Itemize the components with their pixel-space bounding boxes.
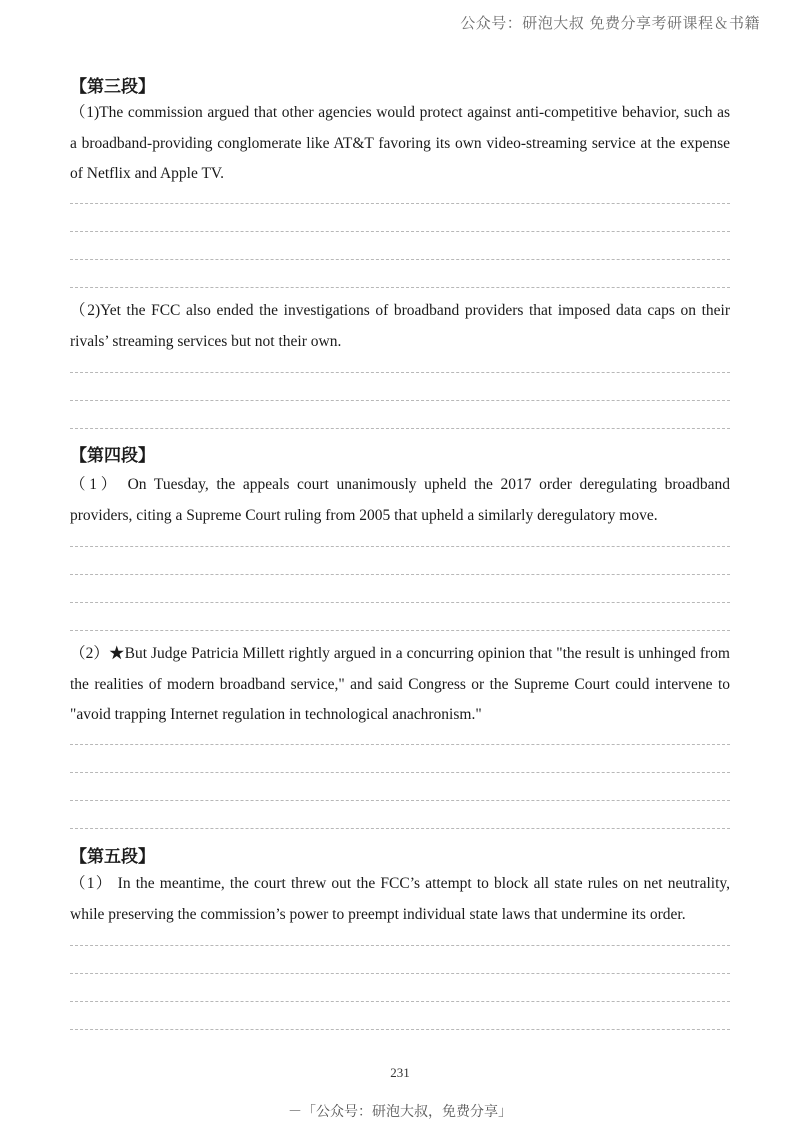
answer-line (70, 428, 730, 429)
section-heading-3: 【第三段】 (70, 77, 155, 97)
answer-line (70, 372, 730, 373)
page-number: 231 (390, 1065, 410, 1080)
paragraph-4-2: （2）★But Judge Patricia Millett rightly argued in a concurring opinion that "the result is unhinged from the realities of modern broadband service," and said Congress or the Supreme Court could intervene to "avoid trapping Internet regulation in technological anachronism." (70, 645, 730, 723)
answer-line (70, 772, 730, 773)
answer-line (70, 744, 730, 745)
answer-line (70, 602, 730, 603)
answer-line (70, 945, 730, 946)
answer-line (70, 1001, 730, 1002)
answer-line (70, 400, 730, 401)
paragraph-3-1: （1)The commission argued that other agencies would protect against anti-competitive behavior, such as a broadband-providing conglomerate like AT&T favoring its own video-streaming service at the expense of Netflix and Apple TV. (70, 104, 730, 182)
answer-line (70, 574, 730, 575)
header-watermark-note: 公众号：研泡大叔 免费分享考研课程＆书籍 (460, 14, 760, 32)
answer-line (70, 973, 730, 974)
answer-line (70, 1029, 730, 1030)
paragraph-3-2: （2)Yet the FCC also ended the investigations of broadband providers that imposed data caps on their rivals’ streaming services but not their own. (70, 302, 730, 350)
section-heading-5: 【第五段】 (70, 847, 155, 867)
footer-watermark-note: －「公众号：研泡大叔，免费分享」 (288, 1104, 512, 1120)
answer-line (70, 287, 730, 288)
answer-line (70, 203, 730, 204)
paragraph-5-1: （1） In the meantime, the court threw out the FCC’s attempt to block all state rules on net neutrality, while preserving the commission’s power to preempt individual state laws that undermine its order. (70, 875, 730, 923)
answer-line (70, 259, 730, 260)
answer-line (70, 630, 730, 631)
answer-line (70, 231, 730, 232)
answer-line (70, 800, 730, 801)
answer-line (70, 828, 730, 829)
answer-line (70, 546, 730, 547)
section-heading-4: 【第四段】 (70, 446, 155, 466)
paragraph-4-1: （1） On Tuesday, the appeals court unanimously upheld the 2017 order deregulating broadband providers, citing a Supreme Court ruling from 2005 that upheld a similarly deregulatory move. (70, 476, 730, 524)
